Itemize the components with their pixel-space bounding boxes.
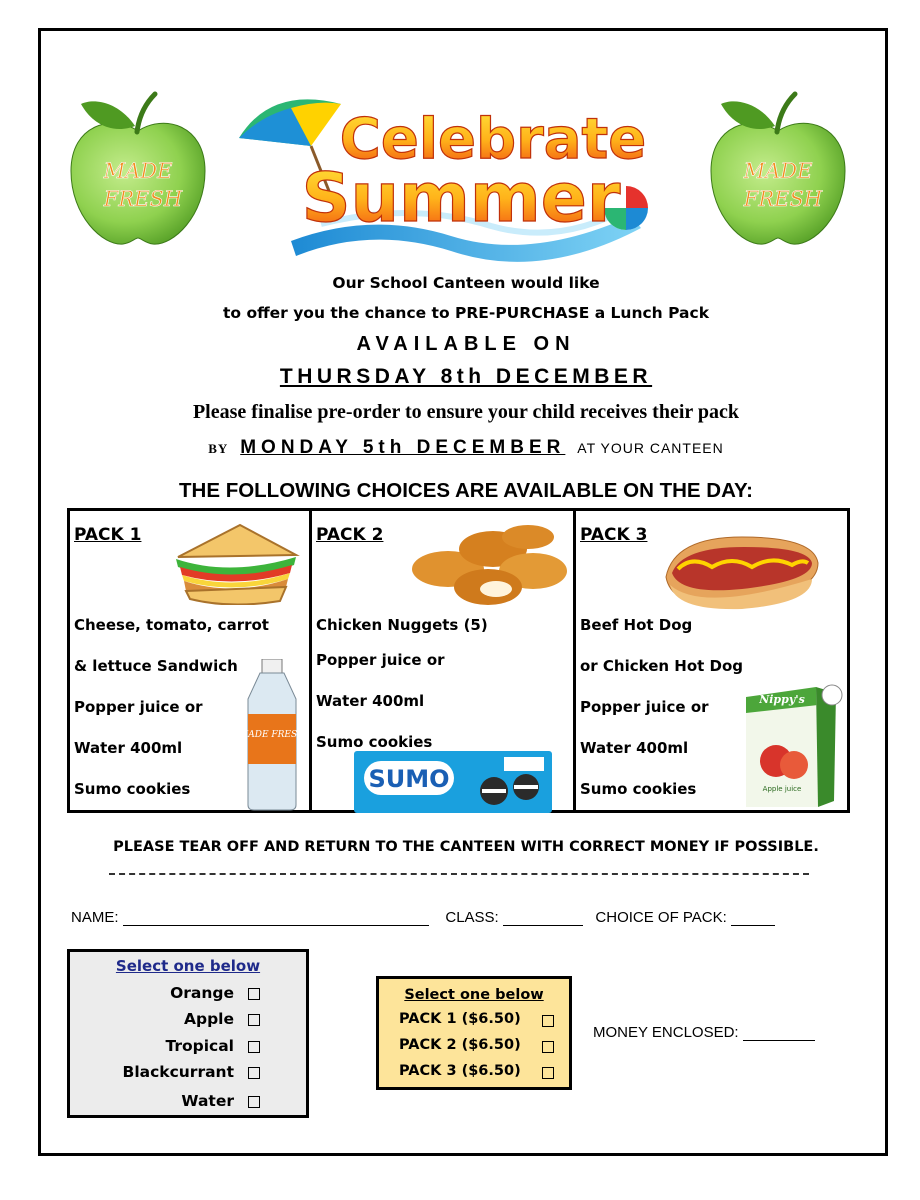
money-enclosed-field[interactable]	[743, 1026, 815, 1041]
checkbox-pack-2[interactable]	[542, 1041, 554, 1053]
choice-label: CHOICE OF PACK:	[595, 909, 727, 926]
sumo-cookies-icon	[354, 751, 552, 813]
logo-text-fresh: FRESH	[743, 187, 823, 211]
available-on-heading: AVAILABLE ON	[356, 333, 576, 355]
sandwich-icon	[170, 517, 302, 605]
event-date-heading	[41, 365, 891, 389]
flyer-page	[38, 28, 888, 1156]
class-field[interactable]	[503, 911, 583, 926]
pack-1-item: Sumo cookies	[74, 780, 191, 798]
name-label: NAME:	[71, 909, 119, 926]
checkbox-tropical[interactable]	[248, 1041, 260, 1053]
pack-2-item: Popper juice or	[316, 651, 445, 669]
checkbox-water[interactable]	[248, 1096, 260, 1108]
at-canteen-label: AT YOUR CANTEEN	[577, 440, 724, 456]
pack-1-item: & lettuce Sandwich	[74, 657, 238, 675]
money-enclosed-row	[593, 1024, 815, 1041]
class-label: CLASS:	[445, 909, 499, 926]
drink-selection-box	[67, 949, 309, 1118]
pack-1-item: Cheese, tomato, carrot	[74, 616, 269, 634]
drink-option-apple: Apple	[183, 1010, 234, 1028]
pack-3-title: PACK 3	[580, 525, 648, 545]
summer-text: Summer	[301, 159, 621, 238]
checkbox-blackcurrant[interactable]	[248, 1067, 260, 1079]
pack-box-header: Select one below	[404, 987, 544, 1003]
juice-brand-text: Nippy's	[759, 693, 805, 706]
pack-option-1: PACK 1 ($6.50)	[399, 1011, 521, 1027]
pack-2-title: PACK 2	[316, 525, 384, 545]
pack-1-item: Water 400ml	[74, 739, 183, 757]
celebrate-text: Celebrate	[339, 107, 647, 172]
logo-text-made: MADE	[103, 159, 173, 183]
tear-off-instruction: PLEASE TEAR OFF AND RETURN TO THE CANTEEN WITH CORRECT MONEY IF POSSIBLE.	[113, 839, 819, 855]
pack-2-item: Water 400ml	[316, 692, 425, 710]
deadline-date: MONDAY 5th DECEMBER	[240, 437, 566, 458]
event-date: THURSDAY 8th DECEMBER	[279, 365, 653, 388]
pack-2-item: Chicken Nuggets (5)	[316, 616, 488, 634]
water-bottle-icon	[238, 659, 306, 811]
checkbox-pack-1[interactable]	[542, 1015, 554, 1027]
checkbox-orange[interactable]	[248, 988, 260, 1000]
pack-3-item: Beef Hot Dog	[580, 616, 693, 634]
drink-option-water: Water	[181, 1092, 234, 1110]
pack-option-2: PACK 2 ($6.50)	[399, 1037, 521, 1053]
pack-3-item: or Chicken Hot Dog	[580, 657, 744, 675]
pack-3-item: Sumo cookies	[580, 780, 697, 798]
pack-2-item: Sumo cookies	[316, 733, 433, 751]
pack-3-column	[573, 511, 847, 810]
checkbox-pack-3[interactable]	[542, 1067, 554, 1079]
drink-option-tropical: Tropical	[165, 1037, 234, 1055]
juice-type-text: Apple juice	[762, 785, 802, 793]
name-field[interactable]	[123, 911, 429, 926]
intro-line-1: Our School Canteen would like	[332, 274, 600, 292]
celebrate-summer-logo	[231, 86, 671, 266]
hot-dog-icon	[662, 533, 822, 613]
money-enclosed-label: MONEY ENCLOSED:	[593, 1024, 739, 1041]
choices-heading: THE FOLLOWING CHOICES ARE AVAILABLE ON THE DAY:	[179, 479, 753, 502]
pack-2-column	[309, 511, 573, 810]
packs-table	[67, 508, 850, 813]
pack-1-column	[70, 511, 309, 810]
pack-1-item: Popper juice or	[74, 698, 203, 716]
pre-order-notice: Please finalise pre-order to ensure your child receives their pack	[192, 401, 740, 423]
tear-line	[109, 873, 809, 877]
made-fresh-logo-right	[703, 86, 853, 251]
juice-box-icon	[738, 683, 848, 811]
choice-field[interactable]	[731, 911, 775, 926]
by-label: BY	[208, 441, 229, 456]
water-label-text: MADE FRESH	[239, 730, 305, 740]
name-class-row	[71, 909, 775, 926]
pack-option-3: PACK 3 ($6.50)	[399, 1063, 521, 1079]
checkbox-apple[interactable]	[248, 1014, 260, 1026]
pack-3-item: Water 400ml	[580, 739, 689, 757]
sumo-label-text: SUMO	[368, 765, 450, 793]
made-fresh-logo-left	[63, 86, 213, 251]
drink-option-orange: Orange	[170, 984, 234, 1002]
drink-option-blackcurrant: Blackcurrant	[122, 1063, 234, 1081]
drink-box-header: Select one below	[115, 957, 261, 975]
chicken-nuggets-icon	[408, 519, 573, 609]
pack-3-item: Popper juice or	[580, 698, 709, 716]
logo-text-fresh: FRESH	[103, 187, 183, 211]
deadline-line	[41, 437, 891, 459]
pack-selection-box	[376, 976, 572, 1090]
pack-1-title: PACK 1	[74, 525, 142, 545]
intro-line-2: to offer you the chance to PRE-PURCHASE a Lunch Pack	[222, 304, 710, 322]
logo-text-made: MADE	[743, 159, 813, 183]
